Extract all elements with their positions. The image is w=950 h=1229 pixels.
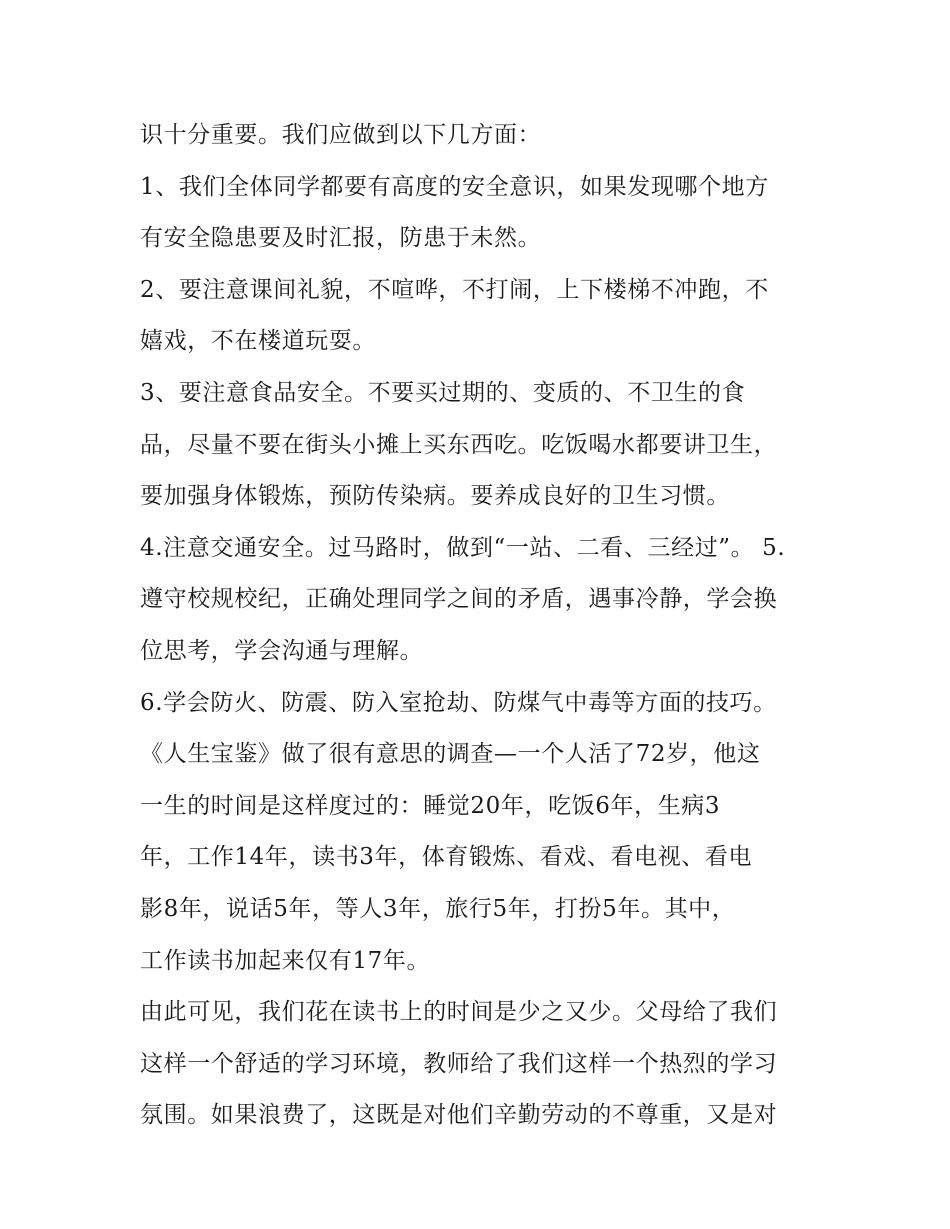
- text-line: 工作读书加起来仅有17年。: [140, 947, 431, 974]
- text-line: 2、要注意课间礼貌，不喧哗，不打闹，上下楼梯不冲跑，不: [140, 276, 769, 303]
- text-line: 3、要注意食品安全。不要买过期的、变质的、不卫生的食: [140, 379, 746, 406]
- text-line: 嬉戏，不在楼道玩耍。: [140, 328, 376, 355]
- body-text: [140, 110, 820, 1142]
- text-line: 年，工作14年，读书3年，体育锻炼、看戏、看电视、看电: [140, 844, 753, 871]
- text-line: 1、我们全体同学都要有高度的安全意识，如果发现哪个地方: [140, 173, 769, 200]
- text-line: 品，尽量不要在街头小摊上买东西吃。吃饭喝水都要讲卫生，: [140, 431, 778, 458]
- text-line: 要加强身体锻炼，预防传染病。要养成良好的卫生习惯。: [140, 483, 730, 510]
- text-line: 位思考，学会沟通与理解。: [140, 637, 424, 664]
- text-line: 这样一个舒适的学习环境，教师给了我们这样一个热烈的学习: [140, 1050, 778, 1077]
- text-line: 4.注意交通安全。过马路时，做到“一站、二看、三经过”。 5.: [140, 534, 786, 561]
- text-line: 氛围。如果浪费了，这既是对他们辛勤劳动的不尊重，又是对: [140, 1102, 778, 1129]
- text-line: 识十分重要。我们应做到以下几方面：: [140, 122, 542, 148]
- text-line: 《人生宝鉴》做了很有意思的调查—一个人活了72岁，他这: [140, 741, 761, 768]
- text-line: 遵守校规校纪，正确处理同学之间的矛盾，遇事冷静，学会换: [140, 586, 778, 613]
- text-line: 6.学会防火、防震、防入室抢劫、防煤气中毒等方面的技巧。: [140, 689, 777, 716]
- text-line: 影8年，说话5年，等人3年，旅行5年，打扮5年。其中，: [140, 895, 736, 922]
- text-line: 由此可见，我们花在读书上的时间是少之又少。父母给了我们: [140, 999, 778, 1026]
- text-line: 一生的时间是这样度过的：睡觉20年，吃饭6年，生病3: [140, 792, 721, 819]
- text-line: 有安全隐患要及时汇报，防患于未然。: [140, 225, 542, 252]
